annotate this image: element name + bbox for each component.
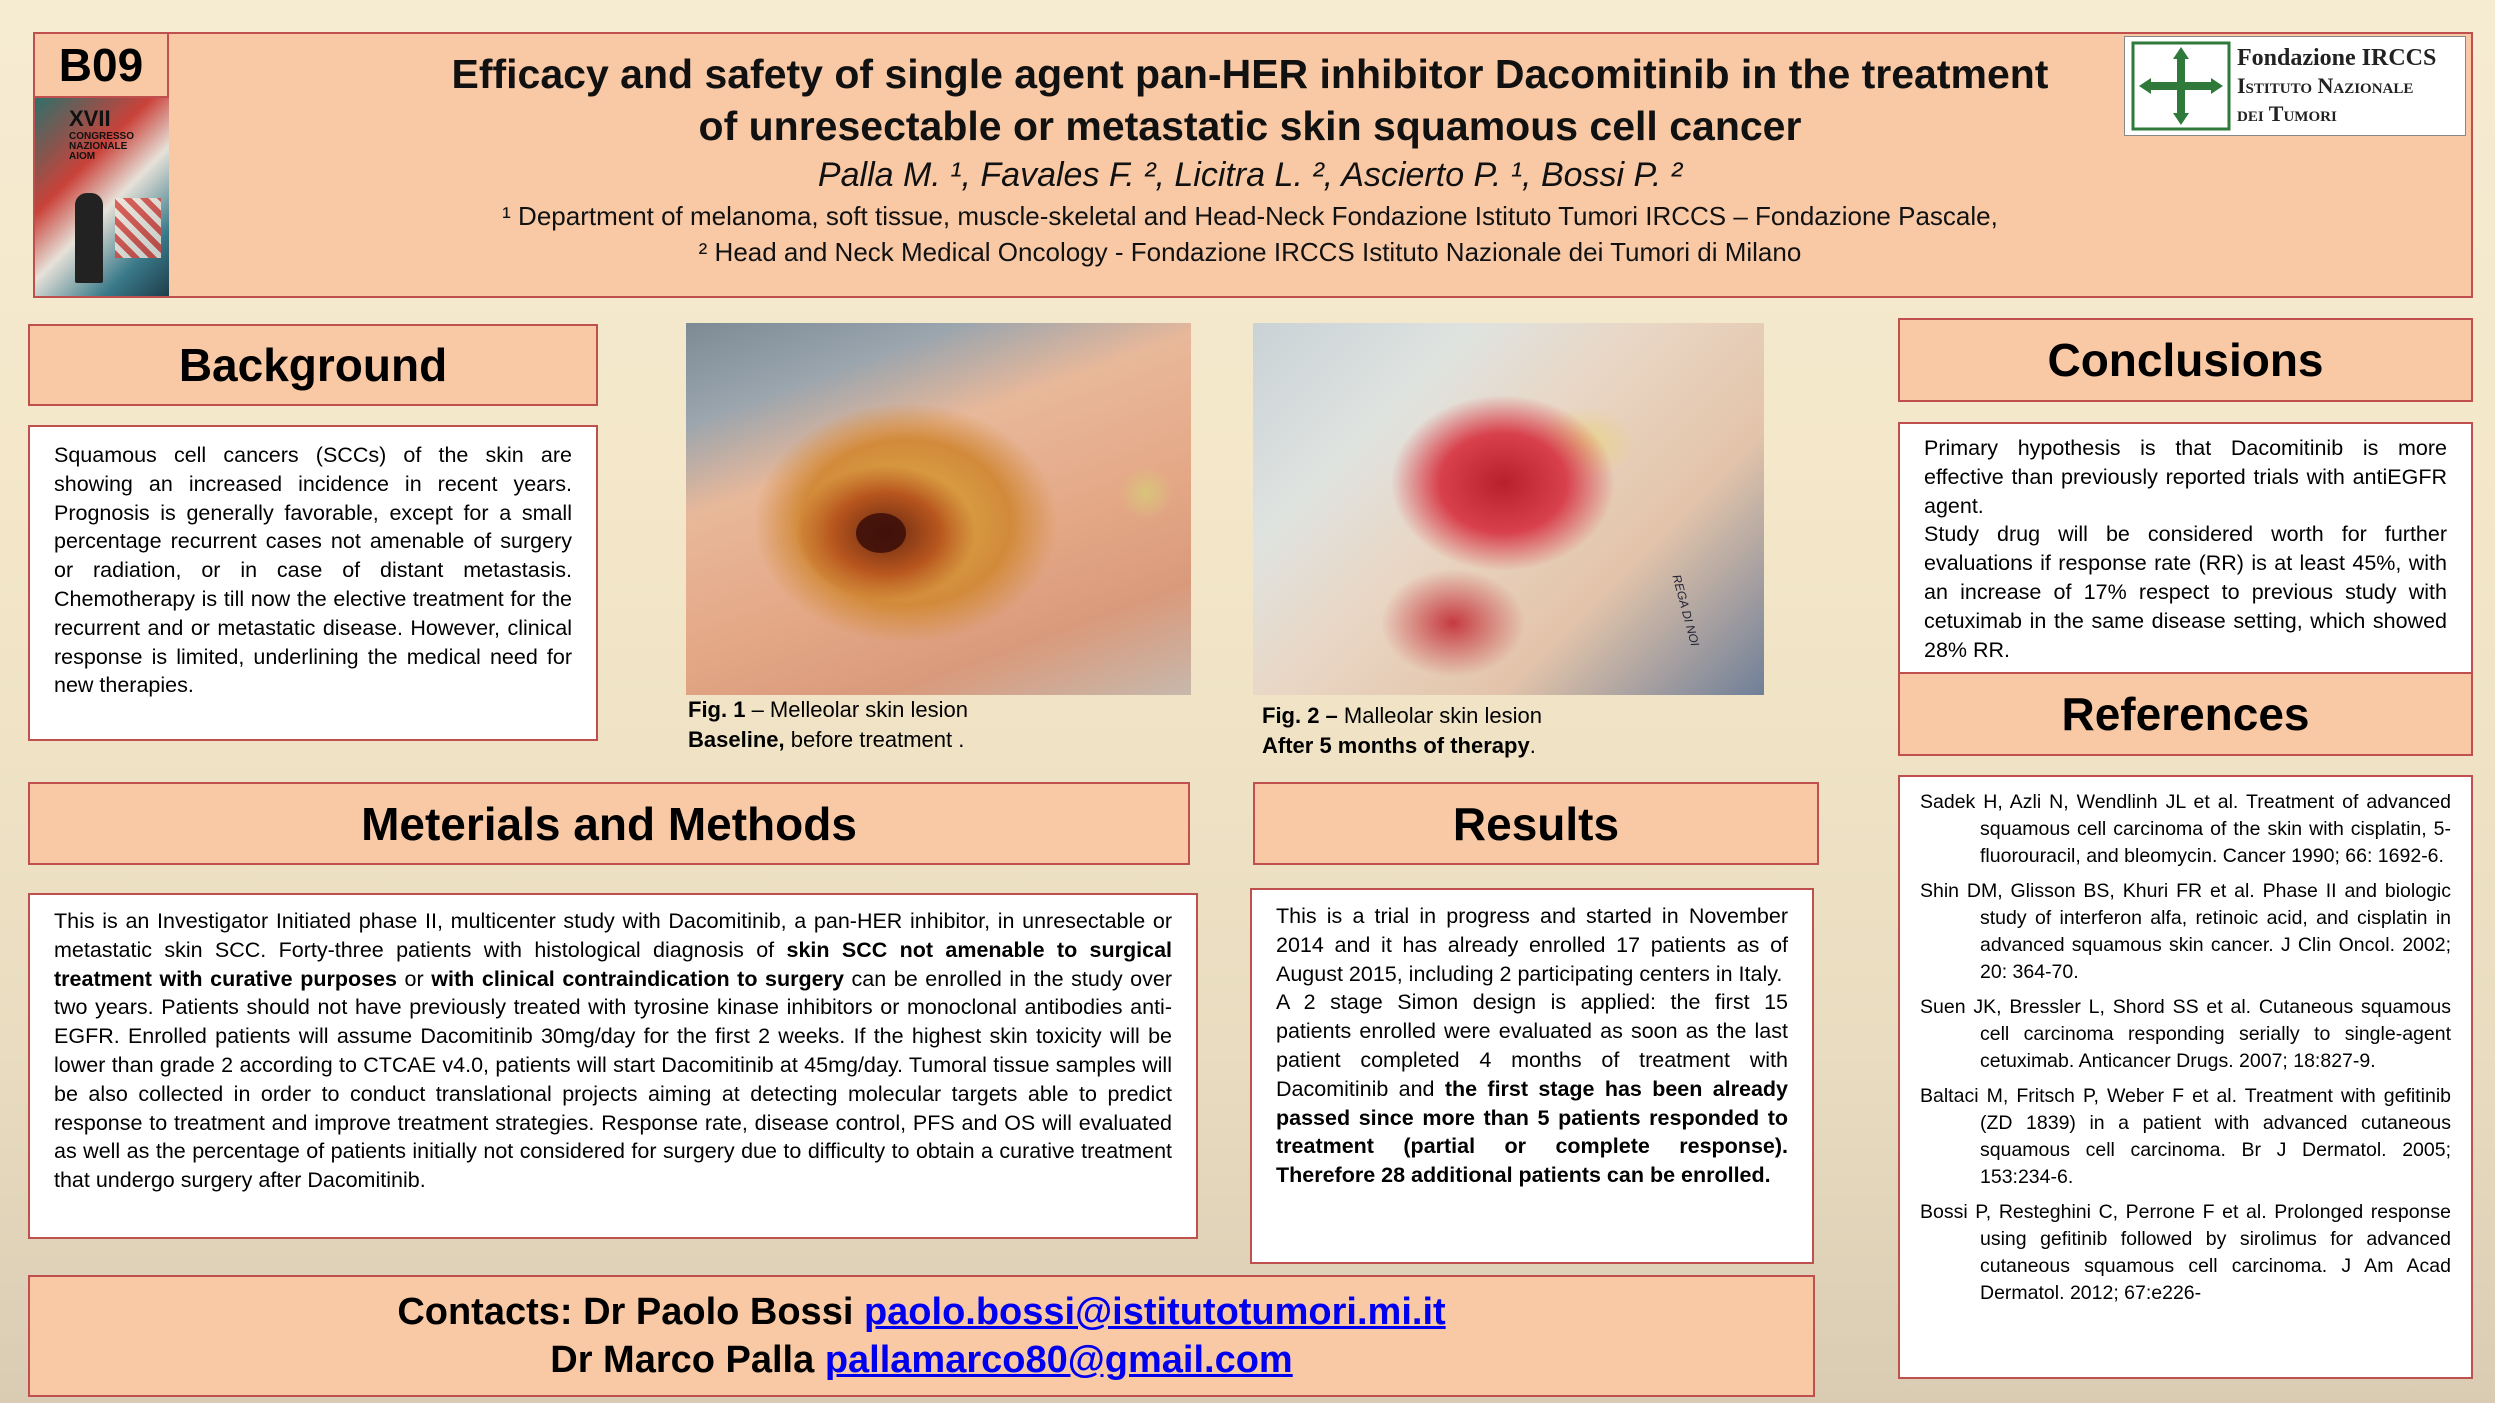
methods-text (54, 907, 1172, 1195)
results-heading-text: Results (1452, 797, 1620, 850)
figure-1-photo (686, 323, 1191, 695)
reference-item: Baltaci M, Fritsch P, Weber F et al. Treatment with gefitinib (ZD 1839) in a patient with advanced cutaneous squamous cell carcinoma. Br J Dermatol. 2005; 153:234-6. (1920, 1085, 2451, 1188)
contact-line-2 (550, 1336, 1292, 1384)
methods-heading-text: Meterials and Methods (361, 797, 857, 850)
methods-p1: This is an Investigator Initiated phase II, multicenter study with Dacomitinib, a pan-HER inhibitor, in unresectable or metastatic skin SCC. Forty-three patients with histological diagnosis of (54, 909, 1172, 962)
background-box (28, 425, 598, 741)
figure-1-label: Fig. 1 (688, 697, 746, 722)
background-text: Squamous cell cancers (SCCs) of the skin are showing an increased incidence in recent years. Prognosis is generally favorable, except for a small percentage recurrent cases not amenable of surgery or radiation, or in case of distant metastasis. Chemotherapy is till now the elective treatment for the recurrent and or metastatic disease. However, clinical response is limited, underlining the medical need for new therapies. (54, 443, 572, 698)
figure-1-desc: Melleolar skin lesion (769, 697, 969, 722)
methods-p3: can be enrolled in the study over two years. Patients should not have previously treated with tyrosine kinase inhibitors or monoclonal antibodies anti-EGFR. Enrolled patients will assume Dacomitinib 30mg/day for the first 2 weeks. If the highest skin toxicity will be lower than grade 2 according to CTCAE v4.0, patients will start Dacomitinib at 45mg/day. Tumoral tissue samples will be also collected in order to conduct translational projects aiming at detecting molecular targets able to predict response to treatment and improve treatment strategies. Response rate, disease control, PFS and OS will evaluated as well as the percentage of patients initially not considered for surgery due to difficulty to obtain a curative treatment that undergo surgery after Dacomitinib. (54, 966, 1172, 1193)
figure-2-after: After 5 months of therapy (1262, 733, 1530, 758)
poster-figure (75, 193, 103, 283)
figure-2-desc: Malleolar skin lesion (1337, 703, 1542, 728)
congress-aiom: AIOM (69, 151, 96, 162)
figure-2-tag: REGA DI NOI (1669, 573, 1703, 648)
results-b2: the first stage has been already passed since more than 5 patients responded to treatment (partial or complete response). Therefore 28 additional patients can be enrolled. (1276, 1076, 1789, 1188)
contact-1-label: Contacts: Dr Paolo Bossi (397, 1291, 864, 1333)
results-heading (1253, 782, 1819, 865)
reference-item: Bossi P, Resteghini C, Perrone F et al. Prolonged response using gefitinib followed by sirolimus for advanced cutaneous squamous cell carcinoma. J Am Acad Dermatol. 2012; 67:e226- (1920, 1201, 2451, 1304)
title-line-2: of unresectable or metastatic skin squamous cell cancer (698, 103, 1802, 149)
conclusions-p1: Primary hypothesis is that Dacomitinib is more effective than previously reported trials with antiEGFR agent. (1924, 436, 2447, 518)
contact-1-email-link[interactable]: paolo.bossi@istitutotumori.mi.it (863, 1291, 1446, 1333)
figure-2-caption (1262, 701, 1782, 761)
figure-2-rest: . (1529, 733, 1536, 758)
figure-2-photo (1253, 323, 1764, 695)
congress-number: XVII (69, 106, 111, 131)
figure-1-sep: – (745, 697, 770, 722)
affiliation-2: ² Head and Neck Medical Oncology - Fondazione IRCCS Istituto Nazionale dei Tumori di Milano (698, 237, 1802, 267)
logo-line-1: Fondazione IRCCS (2237, 45, 2437, 71)
figure-1-lesion-center (856, 513, 906, 553)
references-box (1898, 775, 2473, 1379)
conclusions-heading (1898, 318, 2473, 402)
authors: Palla M. ¹, Favales F. ², Licitra L. ², Ascierto P. ¹, Bossi P. ² (817, 156, 1683, 194)
poster-graffiti (115, 198, 161, 258)
contact-line-1 (397, 1288, 1445, 1336)
conclusions-box (1898, 422, 2473, 676)
references-heading (1898, 672, 2473, 756)
results-p1: This is a trial in progress and started in November 2014 and it has already enrolled 17 patients as of August 2015, including 2 participating centers in Italy. (1276, 904, 1788, 986)
conclusions-p2: Study drug will be considered worth for further evaluations if response rate (RR) is at least 45%, with an increase of 17% respect to previous study with cetuximab in the same disease setting, which showed 28% RR. (1924, 522, 2447, 662)
background-heading-text: Background (178, 339, 448, 391)
figure-1-caption (688, 695, 1208, 755)
title-line-1: Efficacy and safety of single agent pan-HER inhibitor Dacomitinib in the treatment (451, 51, 2049, 97)
logo-line-3: dei Tumori (2237, 101, 2337, 126)
figure-1-baseline: Baseline, (688, 727, 785, 752)
affiliation-1: ¹ Department of melanoma, soft tissue, muscle-skeletal and Head-Neck Fondazione Istituto Tumori IRCCS – Fondazione Pascale, (502, 201, 1998, 231)
figure-1-rest: before treatment . (784, 727, 965, 752)
methods-heading (28, 782, 1190, 865)
poster-code: B09 (58, 39, 144, 91)
results-box (1250, 888, 1814, 1264)
congress-poster-image (35, 98, 169, 296)
results-p2: A 2 stage Simon design is applied: the first 15 patients enrolled were evaluated as soon as the last patient completed 4 months of treatment with Dacomitinib and (1276, 990, 1788, 1101)
congress-word: CONGRESSO (69, 131, 135, 142)
contact-2-email-link[interactable]: pallamarco80@gmail.com (824, 1339, 1293, 1381)
poster-code-badge (33, 32, 169, 98)
results-p2-wrap (1276, 988, 1788, 1190)
reference-item: Shin DM, Glisson BS, Khuri FR et al. Phase II and biologic study of interferon alfa, retinoic acid, and cisplatin in advanced squamous skin cancer. J Clin Oncol. 2002; 20: 364-70. (1920, 880, 2451, 983)
institute-logo-icon (2131, 41, 2231, 131)
reference-item: Sadek H, Azli N, Wendlinh JL et al. Treatment of advanced squamous cell carcinoma of the skin with cisplatin, 5-fluorouracil, and bleomycin. Cancer 1990; 66: 1692-6. (1920, 791, 2451, 867)
references-heading-text: References (2061, 688, 2310, 740)
logo-line-2: Istituto Nazionale (2237, 73, 2414, 98)
background-heading (28, 324, 598, 406)
congress-national: NAZIONALE (69, 141, 128, 152)
conclusions-heading-text: Conclusions (2047, 334, 2324, 386)
contact-2-label: Dr Marco Palla (550, 1339, 825, 1381)
reference-item: Suen JK, Bressler L, Shord SS et al. Cutaneous squamous cell carcinoma responding serially to single-agent cetuximab. Anticancer Drugs. 2007; 18:827-9. (1920, 996, 2451, 1072)
methods-b2: with clinical contraindication to surgery (431, 966, 844, 991)
methods-b1: skin SCC not amenable to surgical treatment with curative purposes (54, 937, 1172, 991)
methods-p2: or (396, 966, 432, 991)
figure-2-label: Fig. 2 – (1262, 703, 1338, 728)
institute-logo (2124, 36, 2466, 136)
title-block (300, 48, 2200, 270)
methods-box (28, 893, 1198, 1239)
contacts-box (28, 1275, 1815, 1397)
